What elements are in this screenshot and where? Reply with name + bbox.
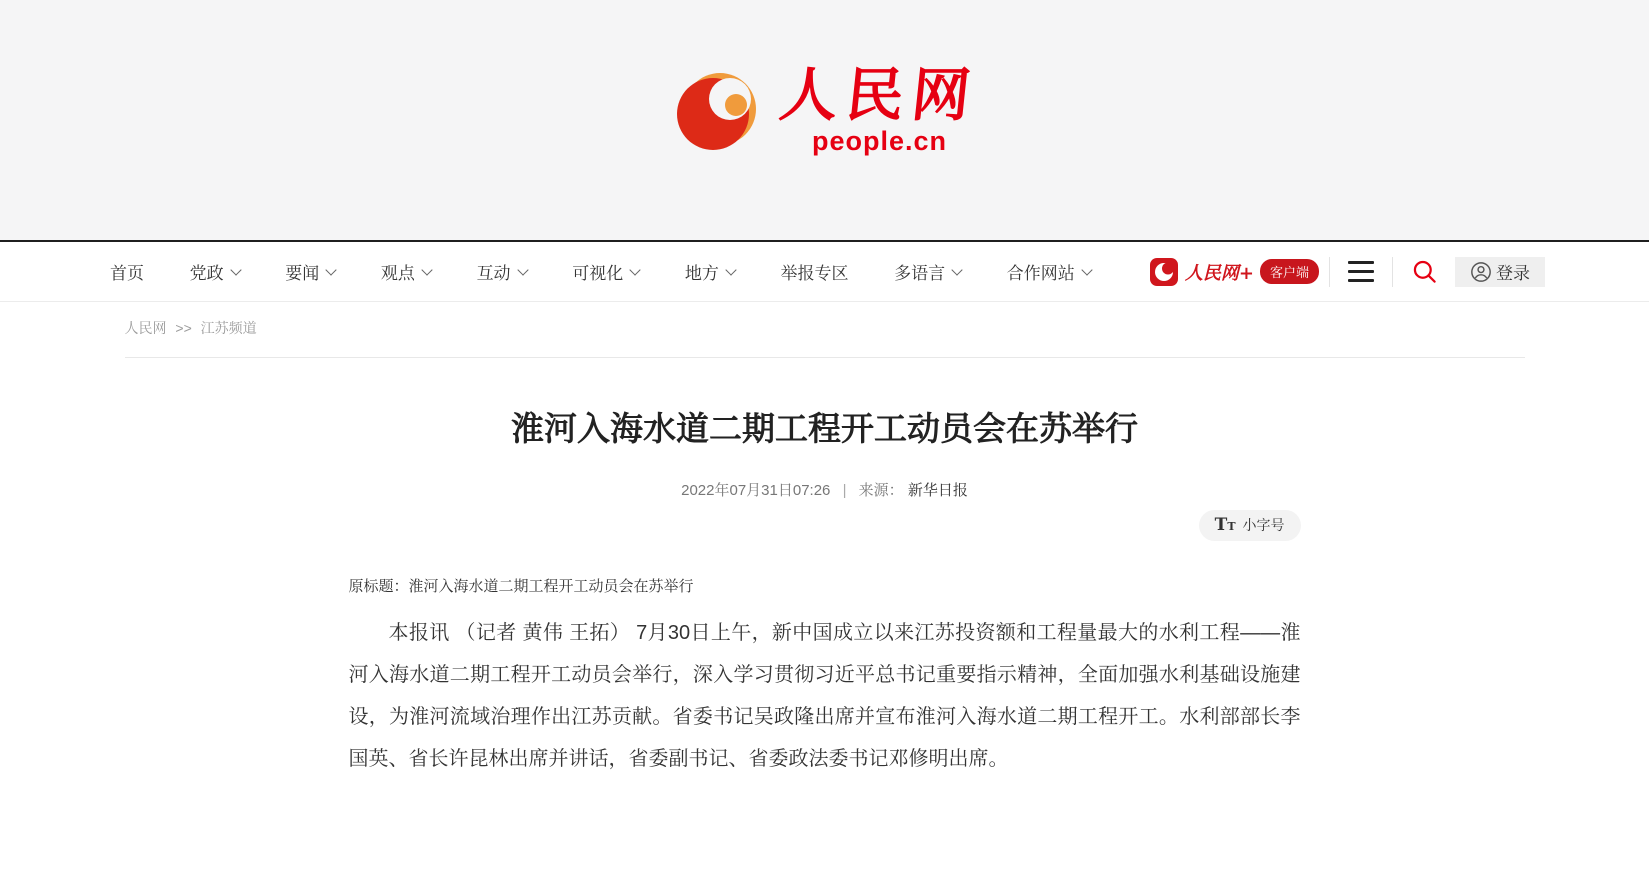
article-title: 淮河入海水道二期工程开工动员会在苏举行 xyxy=(511,410,1138,447)
chevron-down-icon xyxy=(630,264,641,275)
nav-item-label: 观点 xyxy=(380,264,415,283)
nav-item-difang[interactable] xyxy=(685,259,735,284)
app-badge-brand: 人民网+ xyxy=(1184,262,1254,284)
people-app-icon xyxy=(1149,257,1179,287)
nav-item-jubao[interactable] xyxy=(780,259,848,284)
site-header xyxy=(0,0,1649,240)
breadcrumb xyxy=(125,318,1525,338)
nav-item-label: 要闻 xyxy=(285,264,320,283)
app-badge-client: 客户端 xyxy=(1260,259,1319,284)
original-title-label: 原标题： xyxy=(348,577,409,595)
nav-item-yaowen[interactable] xyxy=(285,259,335,284)
nav-item-keshihua[interactable] xyxy=(572,259,639,284)
nav-item-label: 多语言 xyxy=(894,264,946,283)
logo-domain-text: people.cn xyxy=(811,125,947,156)
article-meta xyxy=(349,479,1301,500)
menu-button[interactable] xyxy=(1330,257,1392,287)
nav-item-dangzheng[interactable] xyxy=(190,259,240,284)
font-size-label: 小字号 xyxy=(1242,517,1285,534)
chevron-down-icon xyxy=(421,264,432,275)
site-logo[interactable] xyxy=(670,60,983,159)
article-date: 2022年07月31日07:26 xyxy=(681,481,831,499)
nav-item-hezuo[interactable] xyxy=(1007,259,1091,284)
nav-right-tools xyxy=(1139,257,1545,287)
nav-menu xyxy=(110,259,1091,284)
article-toolbar xyxy=(349,510,1301,541)
people-app-badge[interactable] xyxy=(1139,257,1329,287)
breadcrumb-section xyxy=(125,302,1525,358)
login-button[interactable] xyxy=(1455,257,1545,287)
nav-item-label: 举报专区 xyxy=(780,264,849,283)
article-paragraph: 本报讯 （记者 黄伟 王拓） 7月30日上午，新中国成立以来江苏投资额和工程量最大的水利工程——淮河入海水道二期工程开工动员会举行，深入学习贯彻习近平总书记重要指示精神，全面加强水利基础设施建设，为淮河流域治理作出江苏贡献。省委书记吴政隆出席并宣布淮河入海水道二期工程开工。水利部部长李国英、省长许昆林出席并讲话，省委副书记、省委政法委书记邓修明出席。 xyxy=(348,621,1301,770)
chevron-down-icon xyxy=(230,264,241,275)
nav-item-label: 地方 xyxy=(684,264,719,283)
chevron-down-icon xyxy=(517,264,528,275)
source-link[interactable]: 新华日报 xyxy=(907,481,968,499)
main-nav xyxy=(0,240,1649,302)
original-title-text: 淮河入海水道二期工程开工动员会在苏举行 xyxy=(408,577,694,595)
breadcrumb-site-link[interactable]: 人民网 xyxy=(124,320,167,336)
meta-divider: | xyxy=(842,481,847,499)
hamburger-icon xyxy=(1348,261,1374,282)
nav-item-label: 党政 xyxy=(189,264,224,283)
nav-item-duoyuyan[interactable] xyxy=(894,259,961,284)
nav-item-label: 互动 xyxy=(476,264,511,283)
chevron-down-icon xyxy=(725,264,736,275)
source-label: 来源： xyxy=(858,481,904,499)
logo-cn-text: 人民网 xyxy=(776,60,983,129)
original-title-line xyxy=(349,575,1301,596)
font-size-button[interactable] xyxy=(1199,510,1301,541)
nav-item-home[interactable] xyxy=(110,259,144,284)
chevron-down-icon xyxy=(951,264,962,275)
chevron-down-icon xyxy=(326,264,337,275)
article-body xyxy=(349,612,1301,780)
nav-item-label: 可视化 xyxy=(572,264,624,283)
search-icon xyxy=(1411,258,1438,285)
login-label: 登录 xyxy=(1496,264,1530,283)
chevron-down-icon xyxy=(1081,264,1092,275)
search-button[interactable] xyxy=(1393,257,1455,287)
nav-item-label: 首页 xyxy=(110,264,144,283)
breadcrumb-channel-link[interactable]: 江苏频道 xyxy=(200,320,257,336)
user-icon xyxy=(1470,261,1492,283)
breadcrumb-separator: >> xyxy=(175,320,192,336)
nav-item-label: 合作网站 xyxy=(1006,264,1075,283)
nav-item-guandian[interactable] xyxy=(381,259,431,284)
article xyxy=(349,408,1301,780)
logo-text xyxy=(776,60,983,157)
nav-item-hudong[interactable] xyxy=(477,259,527,284)
font-size-icon: TT xyxy=(1214,515,1236,536)
people-cn-logo-icon xyxy=(670,63,766,159)
